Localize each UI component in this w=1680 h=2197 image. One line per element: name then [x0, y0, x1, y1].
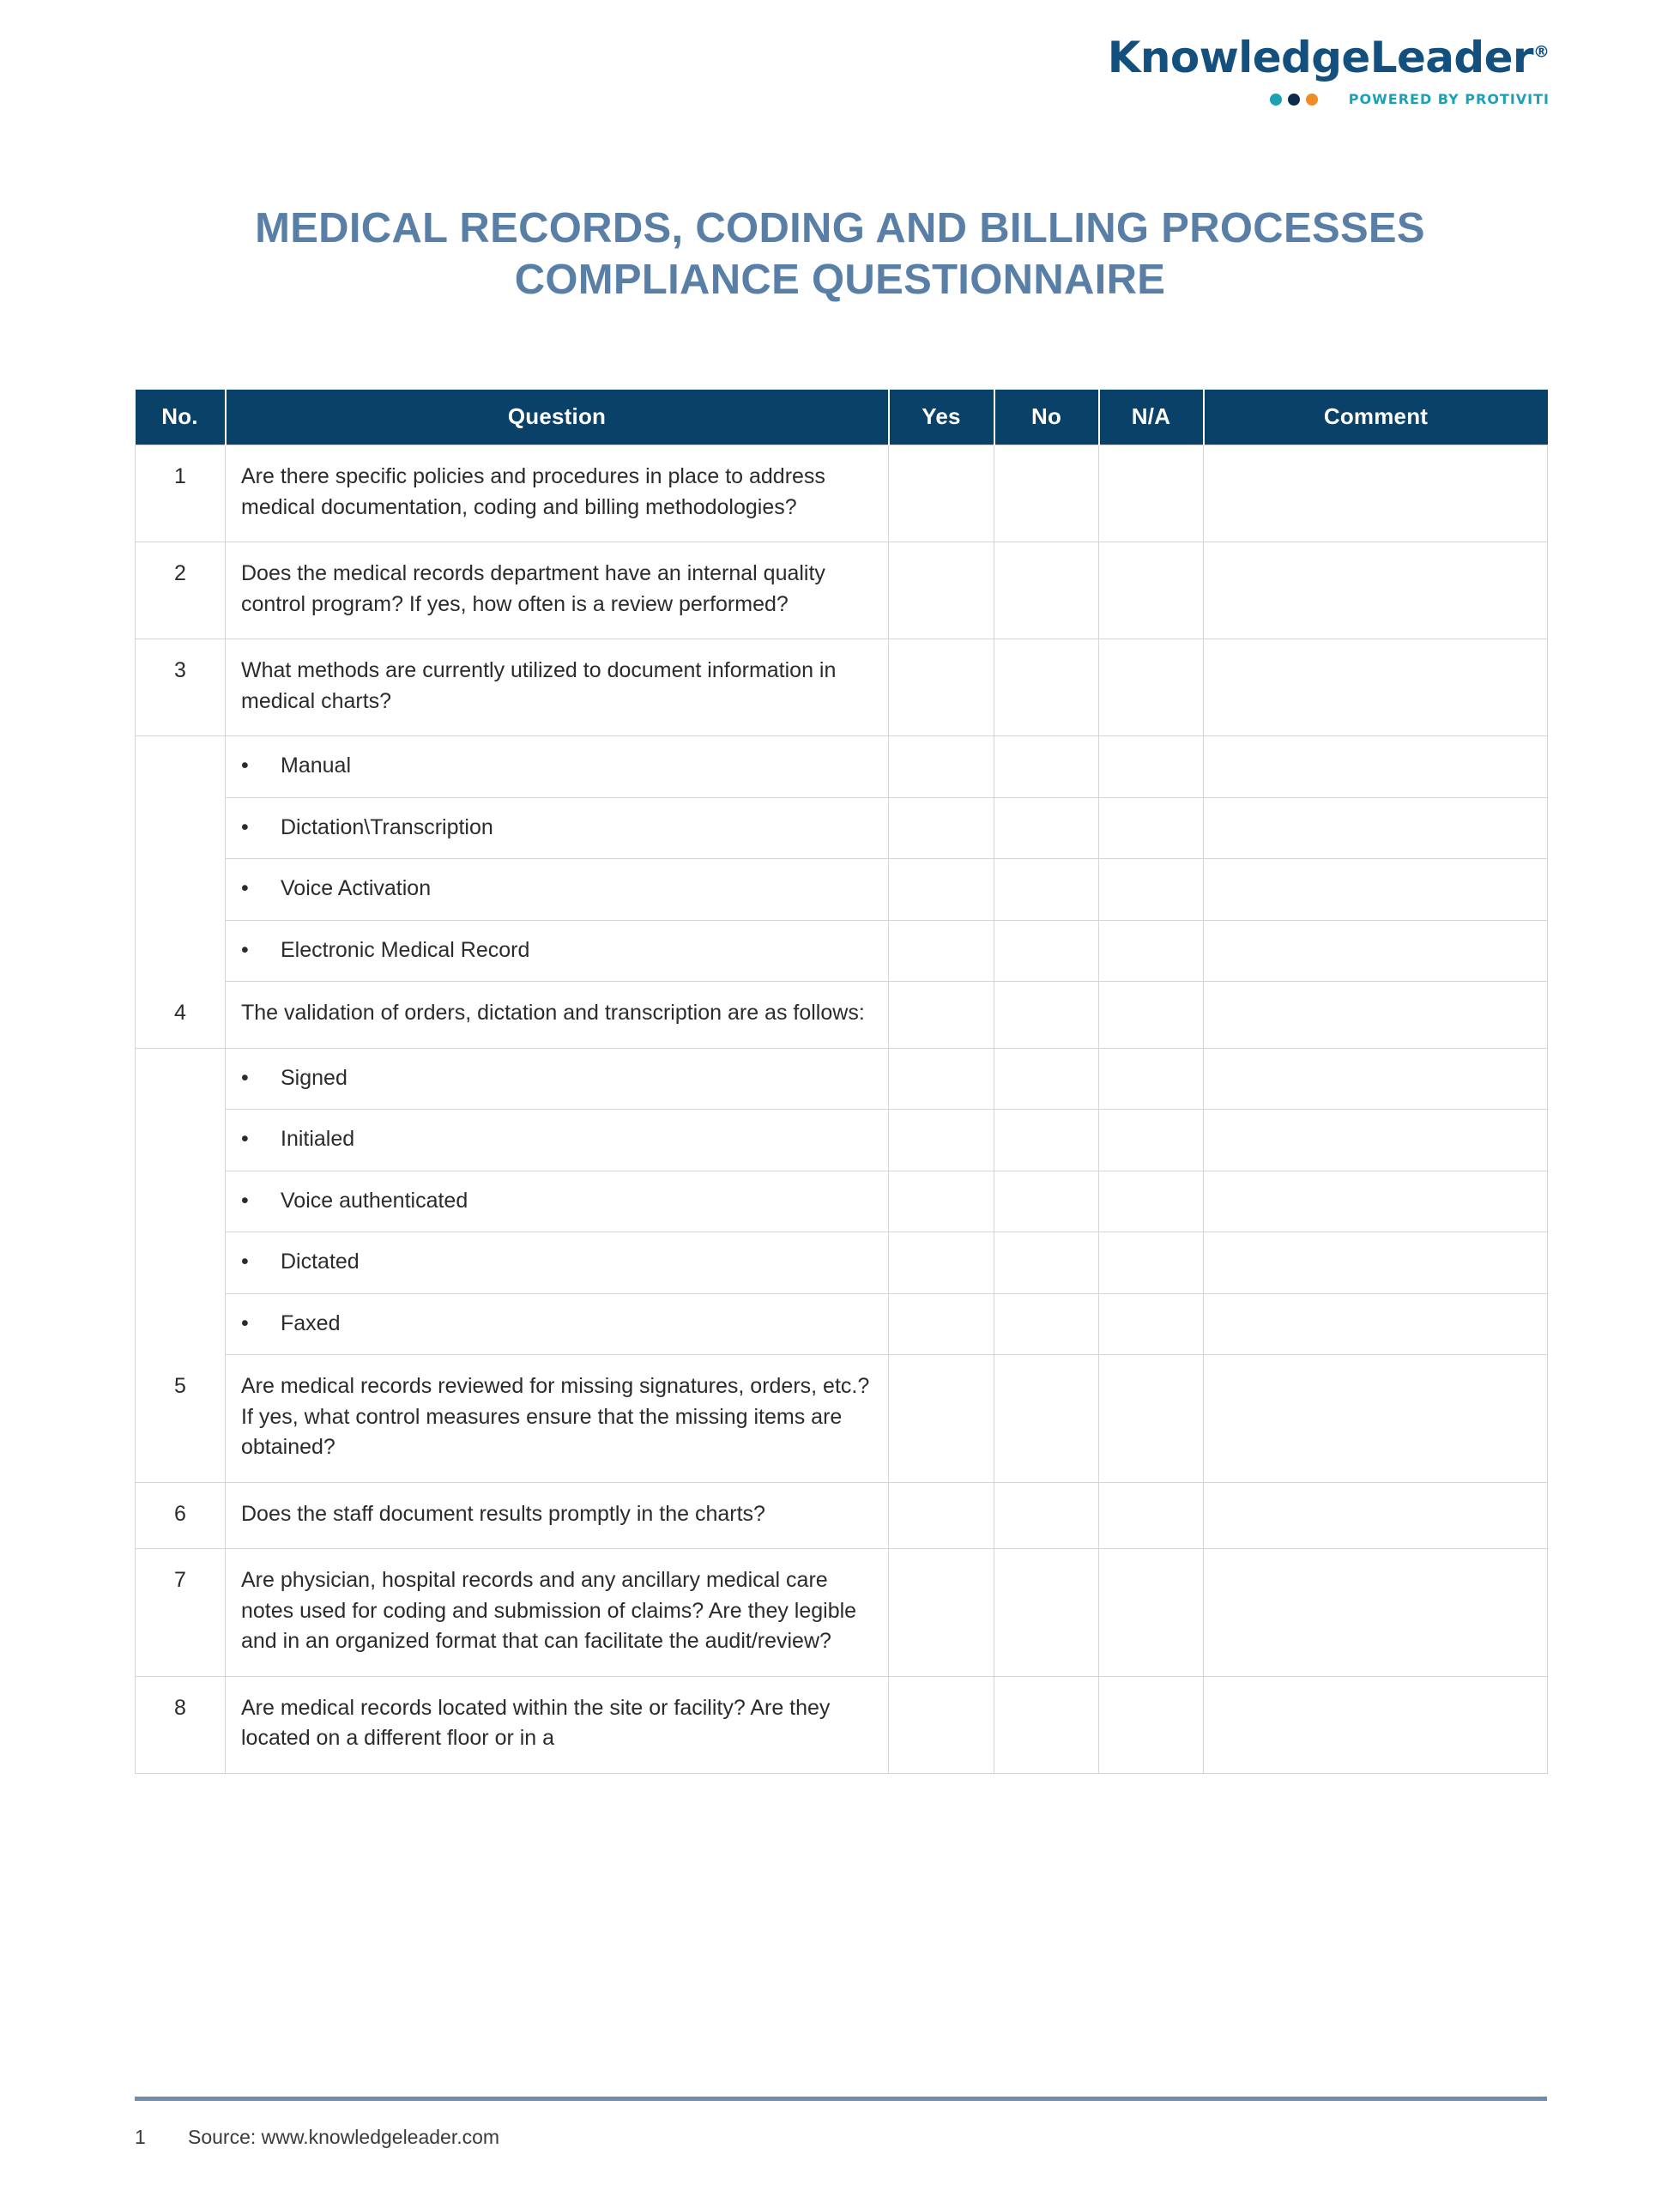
answer-cell-yes[interactable]: [889, 859, 994, 921]
bullet-point-icon: •: [241, 1065, 249, 1090]
comment-cell[interactable]: [1204, 1110, 1548, 1171]
answer-cell-no[interactable]: [994, 1549, 1099, 1677]
question-cell: Are medical records located within the site or facility? Are they located on a different floor or in a: [226, 1676, 889, 1773]
bullet-item-label: Faxed: [281, 1310, 341, 1335]
brand-subline: [1108, 93, 1550, 106]
answer-cell-yes[interactable]: [889, 736, 994, 798]
compliance-questionnaire-table: [135, 390, 1548, 1774]
answer-cell-na[interactable]: [1099, 1676, 1204, 1773]
row-number-cell: [136, 1110, 226, 1171]
comment-cell[interactable]: [1204, 1048, 1548, 1110]
answer-cell-yes[interactable]: [889, 639, 994, 736]
row-number-cell: [136, 736, 226, 798]
answer-cell-yes[interactable]: [889, 1355, 994, 1483]
table-row: [136, 1482, 1548, 1549]
answer-cell-no[interactable]: [994, 982, 1099, 1049]
question-cell: Are medical records reviewed for missing signatures, orders, etc.? If yes, what control measures ensure that the missing items are obtained?: [226, 1355, 889, 1483]
row-number-cell: [136, 1048, 226, 1110]
answer-cell-yes[interactable]: [889, 445, 994, 542]
row-number-cell: 4: [136, 982, 226, 1049]
row-number-cell: [136, 1232, 226, 1294]
row-number-cell: 7: [136, 1549, 226, 1677]
answer-cell-na[interactable]: [1099, 1355, 1204, 1483]
table-row: [136, 859, 1548, 921]
bullet-point-icon: •: [241, 814, 249, 839]
answer-cell-yes[interactable]: [889, 1171, 994, 1232]
answer-cell-yes[interactable]: [889, 542, 994, 639]
answer-cell-na[interactable]: [1099, 1482, 1204, 1549]
answer-cell-no[interactable]: [994, 639, 1099, 736]
answer-cell-yes[interactable]: [889, 797, 994, 859]
brand-wordmark-text: KnowledgeLeader: [1107, 33, 1533, 82]
bullet-line: [226, 1294, 888, 1355]
answer-cell-na[interactable]: [1099, 542, 1204, 639]
comment-cell[interactable]: [1204, 1293, 1548, 1355]
dot-orange-icon: [1306, 94, 1318, 106]
answer-cell-no[interactable]: [994, 1232, 1099, 1294]
bullet-line: [226, 798, 888, 859]
knowledgeleader-logo: [1107, 33, 1550, 107]
comment-cell[interactable]: [1204, 639, 1548, 736]
answer-cell-na[interactable]: [1099, 982, 1204, 1049]
answer-cell-na[interactable]: [1099, 1171, 1204, 1232]
question-cell: Does the staff document results promptly in the charts?: [226, 1482, 889, 1549]
row-number-cell: 6: [136, 1482, 226, 1549]
bullet-item-label: Electronic Medical Record: [281, 937, 530, 962]
answer-cell-yes[interactable]: [889, 1676, 994, 1773]
answer-cell-no[interactable]: [994, 797, 1099, 859]
comment-cell[interactable]: [1204, 542, 1548, 639]
brand-wordmark: [1107, 33, 1550, 82]
comment-cell[interactable]: [1204, 982, 1548, 1049]
answer-cell-no[interactable]: [994, 1110, 1099, 1171]
bullet-item-label: Manual: [281, 754, 351, 778]
answer-cell-na[interactable]: [1099, 445, 1204, 542]
bullet-line: [226, 1232, 888, 1293]
bullet-item-label: Signed: [281, 1065, 347, 1090]
answer-cell-na[interactable]: [1099, 1048, 1204, 1110]
bullet-item-cell: [226, 1110, 889, 1171]
page-number: 1: [135, 2126, 146, 2148]
answer-cell-na[interactable]: [1099, 1232, 1204, 1294]
table-row: [136, 1232, 1548, 1294]
table-row: [136, 1355, 1548, 1483]
answer-cell-no[interactable]: [994, 1048, 1099, 1110]
row-number-cell: [136, 1171, 226, 1232]
bullet-point-icon: •: [241, 1250, 249, 1274]
answer-cell-yes[interactable]: [889, 1110, 994, 1171]
table-row: [136, 1549, 1548, 1677]
table-row: [136, 797, 1548, 859]
footer-source-text: Source: www.knowledgeleader.com: [188, 2126, 500, 2148]
comment-cell[interactable]: [1204, 445, 1548, 542]
column-header-question: Question: [226, 390, 889, 445]
table-header: [136, 390, 1548, 445]
comment-cell[interactable]: [1204, 920, 1548, 982]
answer-cell-no[interactable]: [994, 1171, 1099, 1232]
bullet-item-cell: [226, 859, 889, 921]
row-number-cell: 2: [136, 542, 226, 639]
bullet-item-cell: [226, 920, 889, 982]
column-header-no-answer: No: [994, 390, 1099, 445]
answer-cell-na[interactable]: [1099, 736, 1204, 798]
bullet-item-cell: [226, 1293, 889, 1355]
brand-dots-group: [1270, 94, 1318, 106]
comment-cell[interactable]: [1204, 1549, 1548, 1677]
row-number-cell: [136, 920, 226, 982]
bullet-line: [226, 736, 888, 797]
question-cell: What methods are currently utilized to document information in medical charts?: [226, 639, 889, 736]
question-cell: Are physician, hospital records and any ancillary medical care notes used for coding and submission of claims? Are they legible and in an organized format that can facilitate the audit/review?: [226, 1549, 889, 1677]
registered-trademark-icon: ®: [1533, 42, 1550, 62]
bullet-item-label: Initialed: [281, 1127, 355, 1151]
table-row: [136, 1676, 1548, 1773]
row-number-cell: 1: [136, 445, 226, 542]
bullet-point-icon: •: [241, 1188, 249, 1213]
row-number-cell: [136, 859, 226, 921]
question-cell: The validation of orders, dictation and transcription are as follows:: [226, 982, 889, 1049]
answer-cell-no[interactable]: [994, 445, 1099, 542]
answer-cell-yes[interactable]: [889, 920, 994, 982]
row-number-cell: 8: [136, 1676, 226, 1773]
comment-cell[interactable]: [1204, 1171, 1548, 1232]
answer-cell-na[interactable]: [1099, 1293, 1204, 1355]
table-row: [136, 736, 1548, 798]
answer-cell-na[interactable]: [1099, 797, 1204, 859]
answer-cell-na[interactable]: [1099, 1110, 1204, 1171]
table-row: [136, 1171, 1548, 1232]
column-header-no: No.: [136, 390, 226, 445]
question-cell: Are there specific policies and procedures in place to address medical documentation, coding and billing methodologies?: [226, 445, 889, 542]
bullet-line: [226, 1110, 888, 1171]
bullet-item-cell: [226, 1048, 889, 1110]
question-cell: Does the medical records department have an internal quality control program? If yes, how often is a review performed?: [226, 542, 889, 639]
answer-cell-no[interactable]: [994, 1293, 1099, 1355]
answer-cell-na[interactable]: [1099, 1549, 1204, 1677]
dot-teal-icon: [1270, 94, 1282, 106]
table-header-row: [136, 390, 1548, 445]
bullet-line: [226, 1171, 888, 1232]
table-row: [136, 920, 1548, 982]
table-row: [136, 1048, 1548, 1110]
answer-cell-yes[interactable]: [889, 1232, 994, 1294]
comment-cell[interactable]: [1204, 1355, 1548, 1483]
comment-cell[interactable]: [1204, 859, 1548, 921]
bullet-item-label: Dictated: [281, 1250, 360, 1274]
bullet-item-cell: [226, 736, 889, 798]
row-number-cell: 3: [136, 639, 226, 736]
table-body: [136, 445, 1548, 1774]
answer-cell-no[interactable]: [994, 859, 1099, 921]
bullet-item-label: Dictation\Transcription: [281, 814, 493, 839]
bullet-point-icon: •: [241, 754, 249, 778]
bullet-point-icon: •: [241, 876, 249, 900]
answer-cell-yes[interactable]: [889, 1048, 994, 1110]
bullet-item-cell: [226, 1171, 889, 1232]
bullet-line: [226, 921, 888, 982]
comment-cell[interactable]: [1204, 1482, 1548, 1549]
bullet-point-icon: •: [241, 937, 249, 962]
table-row: [136, 1293, 1548, 1355]
answer-cell-yes[interactable]: [889, 1482, 994, 1549]
page-title: MEDICAL RECORDS, CODING AND BILLING PROCESSES COMPLIANCE QUESTIONNAIRE: [255, 204, 1425, 303]
bullet-point-icon: •: [241, 1310, 249, 1335]
comment-cell[interactable]: [1204, 1232, 1548, 1294]
bullet-point-icon: •: [241, 1127, 249, 1151]
footer-divider: [135, 2097, 1547, 2101]
answer-cell-yes[interactable]: [889, 1549, 994, 1677]
answer-cell-no[interactable]: [994, 1482, 1099, 1549]
answer-cell-no[interactable]: [994, 1676, 1099, 1773]
bullet-item-cell: [226, 1232, 889, 1294]
answer-cell-na[interactable]: [1099, 859, 1204, 921]
row-number-cell: [136, 1293, 226, 1355]
column-header-yes: Yes: [889, 390, 994, 445]
table-row: [136, 639, 1548, 736]
table-row: [136, 445, 1548, 542]
comment-cell[interactable]: [1204, 736, 1548, 798]
bullet-line: [226, 859, 888, 920]
answer-cell-no[interactable]: [994, 1355, 1099, 1483]
column-header-comment: Comment: [1204, 390, 1548, 445]
answer-cell-na[interactable]: [1099, 920, 1204, 982]
bullet-item-label: Voice authenticated: [281, 1188, 468, 1213]
table-row: [136, 982, 1548, 1049]
footer: [135, 2126, 1547, 2149]
row-number-cell: 5: [136, 1355, 226, 1483]
answer-cell-no[interactable]: [994, 736, 1099, 798]
bullet-item-cell: [226, 797, 889, 859]
answer-cell-no[interactable]: [994, 920, 1099, 982]
comment-cell[interactable]: [1204, 1676, 1548, 1773]
column-header-na: N/A: [1099, 390, 1204, 445]
answer-cell-no[interactable]: [994, 542, 1099, 639]
comment-cell[interactable]: [1204, 797, 1548, 859]
brand-tagline: POWERED BY PROTIVITI: [1348, 91, 1550, 107]
row-number-cell: [136, 797, 226, 859]
dot-navy-icon: [1288, 94, 1300, 106]
answer-cell-na[interactable]: [1099, 639, 1204, 736]
answer-cell-yes[interactable]: [889, 1293, 994, 1355]
table-row: [136, 542, 1548, 639]
bullet-item-label: Voice Activation: [281, 876, 432, 900]
bullet-line: [226, 1049, 888, 1110]
answer-cell-yes[interactable]: [889, 982, 994, 1049]
table-row: [136, 1110, 1548, 1171]
